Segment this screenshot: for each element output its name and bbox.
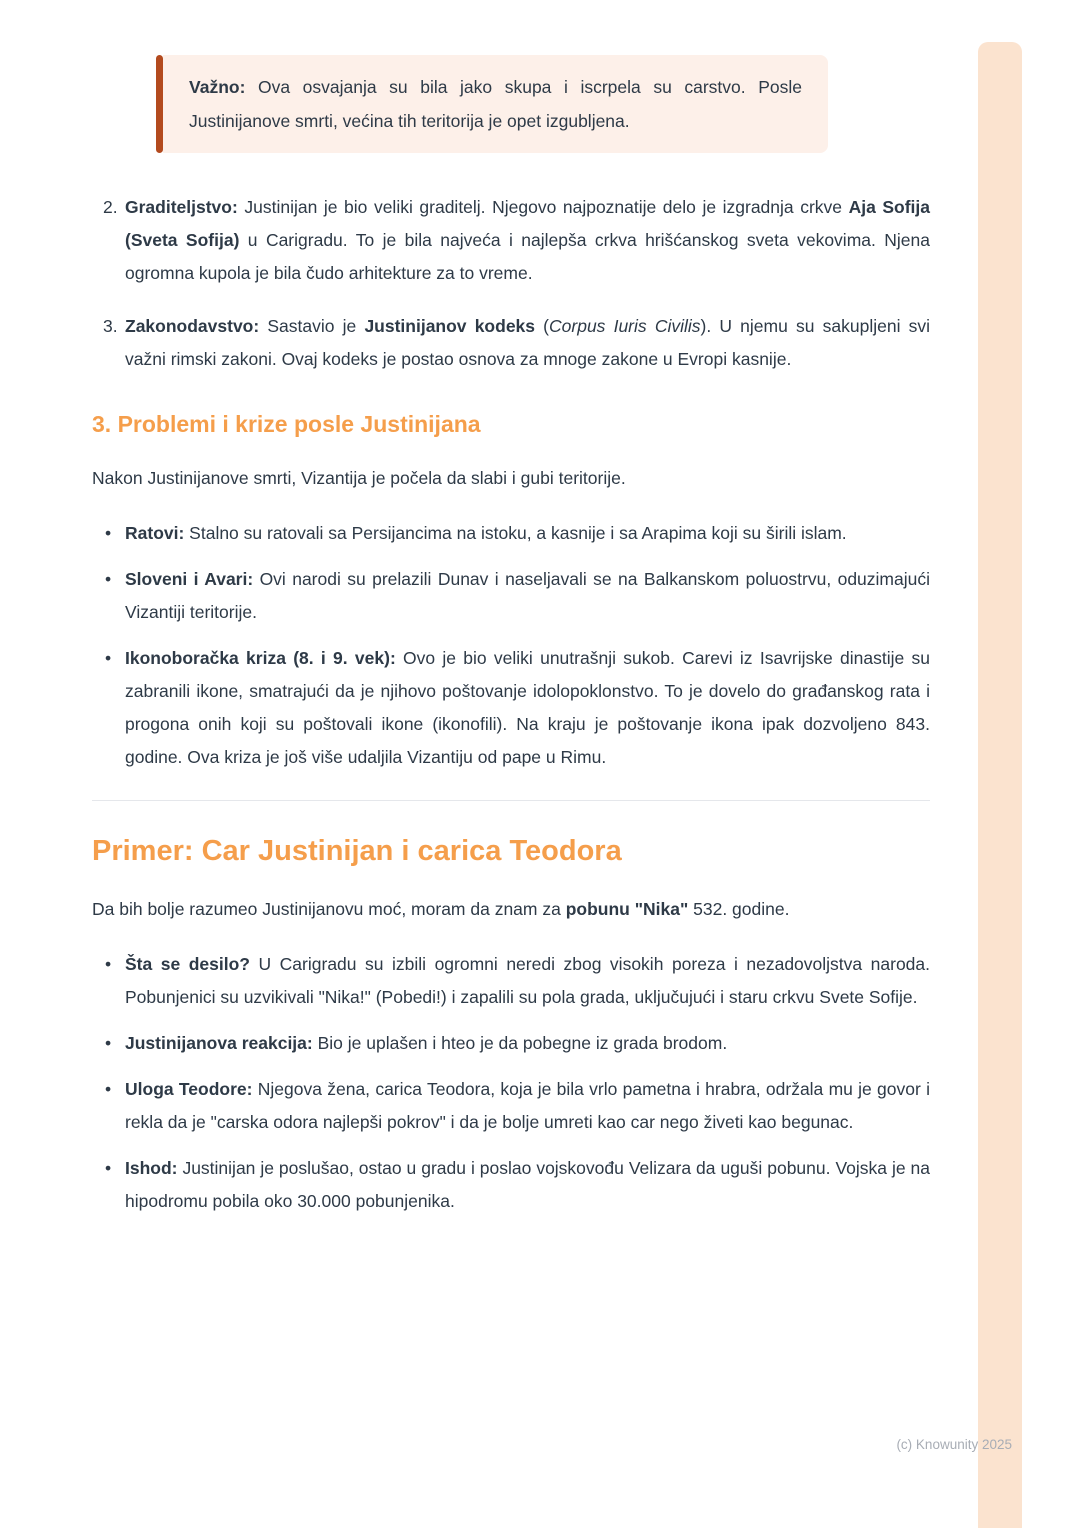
text-run: Da bih bolje razumeo Justinijanovu moć, moram da znam za xyxy=(92,899,566,919)
numbered-item-zakonodavstvo xyxy=(92,310,930,376)
bold-term: Sloveni i Avari: xyxy=(125,569,254,589)
bold-term: Šta se desilo? xyxy=(125,954,250,974)
bold-term: Ikonoboračka kriza (8. i 9. vek): xyxy=(125,648,396,668)
bullet-text xyxy=(125,948,930,1014)
callout-accent-bar xyxy=(156,55,163,153)
bullet-text xyxy=(125,517,930,550)
bullet-item-ratovi xyxy=(92,517,930,550)
bullet-text xyxy=(125,1152,930,1218)
bullet-item-uloga-teodore xyxy=(92,1073,930,1139)
list-item-text xyxy=(125,310,930,376)
text-run: ). U njemu su sakupljeni svi važni rimski zakoni. Ovaj kodeks je postao osnova za mnoge zakone u Evropi kasnije. xyxy=(125,316,931,369)
bullet-item-sta-se-desilo xyxy=(92,948,930,1014)
bullet-list-problemi xyxy=(92,517,930,774)
bullet-text xyxy=(125,642,930,774)
text-run: 532. godine. xyxy=(688,899,790,919)
bullet-item-justinijanova-reakcija xyxy=(92,1027,930,1060)
text-run: Ovo je bio veliki unutrašnji sukob. Carevi iz Isavrijske dinastije su zabranili ikone, smatrajući da je njihovo poštovanje idolopoklonstvo. To je dovelo do građanskog rata i progona onih koji su poštovali ikone (ikonofili). Na kraju je poštovanje ikona ipak dozvoljeno 843. godine. Ova kriza je još više udaljila Vizantiju od pape u Rimu. xyxy=(125,648,930,767)
bullet-marker: • xyxy=(105,1033,112,1053)
bold-term: Graditeljstvo: xyxy=(125,197,238,217)
bold-term: Zakonodavstvo: xyxy=(125,316,260,336)
numbered-item-graditeljstvo xyxy=(92,191,930,290)
text-run: Justinijan je poslušao, ostao u gradu i poslao vojskovođu Velizara da uguši pobunu. Vojska je na hipodromu pobila oko 30.000 pobunjenika. xyxy=(125,1158,930,1211)
bold-term: Justinijanov kodeks xyxy=(364,316,536,336)
bold-term: Aja Sofija (Sveta Sofija) xyxy=(125,197,930,250)
callout-label: Važno: xyxy=(189,77,246,97)
bold-term: pobunu "Nika" xyxy=(565,899,689,919)
text-run: Stalno su ratovali sa Persijancima na istoku, a kasnije i sa Arapima koji su širili islam. xyxy=(184,523,847,543)
bullet-marker: • xyxy=(105,1079,112,1099)
bullet-marker: • xyxy=(105,954,112,974)
bullet-item-sloveni-avari xyxy=(92,563,930,629)
section-intro-problemi: Nakon Justinijanove smrti, Vizantija je počela da slabi i gubi teritorije. xyxy=(92,468,626,488)
bold-term: Ratovi: xyxy=(125,523,185,543)
text-run: Njegova žena, carica Teodora, koja je bila vrlo pametna i hrabra, održala mu je govor i rekla da je "carska odora najlepši pokrov" i da je bolje umreti kao car nego živeti kao begunac. xyxy=(125,1079,931,1132)
text-run: Ova osvajanja su bila jako skupa i iscrpela su carstvo. Posle Justinijanove smrti, većina tih teritorija je opet izgubljena. xyxy=(189,77,802,131)
primer-heading: Primer: Car Justinijan i carica Teodora xyxy=(92,835,622,867)
bullet-marker: • xyxy=(105,523,112,543)
copyright-notice: (c) Knowunity 2025 xyxy=(896,1437,1012,1452)
section-divider xyxy=(92,800,930,801)
bullet-list-primer xyxy=(92,948,930,1218)
list-number: 3. xyxy=(103,316,118,336)
text-run: U Carigradu su izbili ogromni neredi zbog visokih poreza i nezadovoljstva naroda. Pobunjenici su uzvikivali "Nika!" (Pobedi!) i zapalili su pola grada, uključujući i staru crkvu Svete Sofije. xyxy=(125,954,931,1007)
text-run: u Carigradu. To je bila najveća i najlepša crkva hrišćanskog sveta vekovima. Njena ogromna kupola je bila čudo arhitekture za to vreme. xyxy=(125,230,930,283)
bullet-marker: • xyxy=(105,569,112,589)
bullet-text xyxy=(125,1073,930,1139)
important-callout xyxy=(156,55,828,153)
callout-text xyxy=(163,55,828,153)
text-run: Bio je uplašen i hteo je da pobegne iz grada brodom. xyxy=(312,1033,728,1053)
text-run: ( xyxy=(535,316,550,336)
text-run: Sastavio je xyxy=(259,316,365,336)
bold-term: Uloga Teodore: xyxy=(125,1079,253,1099)
primer-intro xyxy=(92,893,930,926)
text-run: Ovi narodi su prelazili Dunav i naseljavali se na Balkanskom poluostrvu, oduzimajući Vizantiji teritorije. xyxy=(125,569,930,622)
bullet-marker: • xyxy=(105,1158,112,1178)
bold-term: Justinijanova reakcija: xyxy=(125,1033,313,1053)
section-heading-problemi: 3. Problemi i krize posle Justinijana xyxy=(92,411,481,437)
bullet-item-ikonoboracka-kriza xyxy=(92,642,930,774)
list-number: 2. xyxy=(103,197,118,217)
list-item-text xyxy=(125,191,930,290)
bold-term: Ishod: xyxy=(125,1158,178,1178)
bullet-text xyxy=(125,1027,930,1060)
bullet-item-ishod xyxy=(92,1152,930,1218)
bullet-text xyxy=(125,563,930,629)
text-run: Justinijan je bio veliki graditelj. Njegovo najpoznatije delo je izgradnja crkve xyxy=(237,197,849,217)
bullet-marker: • xyxy=(105,648,112,668)
italic-term: Corpus Iuris Civilis xyxy=(549,316,701,336)
